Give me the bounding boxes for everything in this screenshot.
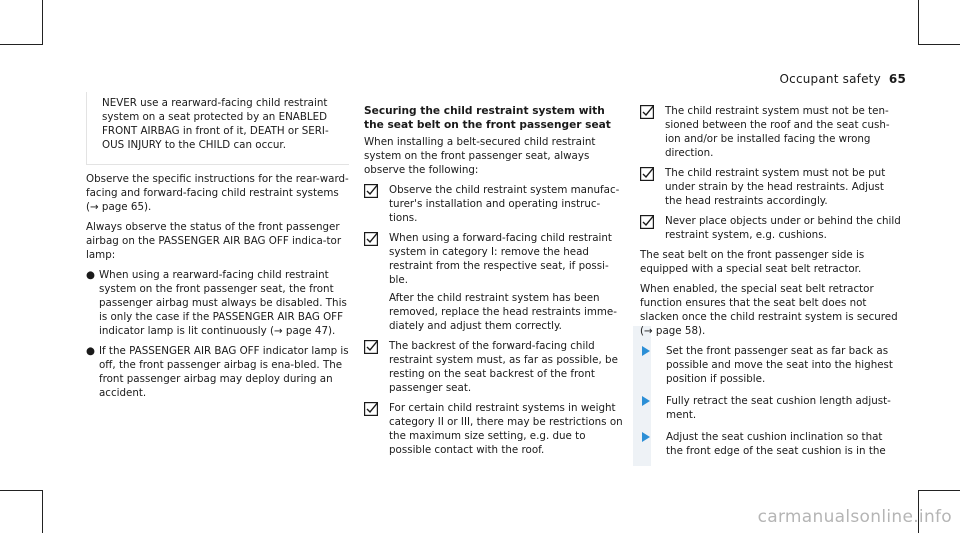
checkbox-icon bbox=[640, 105, 654, 119]
crop-mark bbox=[918, 0, 919, 45]
column-2 bbox=[364, 104, 626, 463]
paragraph: Always observe the status of the front passenger airbag on the PASSENGER AIR BAG OFF indica-tor lamp: bbox=[86, 221, 342, 261]
checklist-item: For certain child restraint systems in weight category II or III, there may be restrictions on the maximum size setting, e.g. due to possible contact with the roof. bbox=[364, 401, 626, 457]
column-1 bbox=[86, 172, 350, 406]
bullet-icon: ● bbox=[86, 269, 95, 281]
crop-mark bbox=[0, 44, 43, 45]
step-arrow-icon bbox=[642, 396, 650, 406]
checkbox-icon bbox=[364, 184, 378, 198]
paragraph: Observe the specific instructions for the rear-ward-facing and forward-facing child restraint systems (→ page 65). bbox=[86, 173, 349, 213]
step-arrow-icon bbox=[642, 432, 650, 442]
checkbox-icon bbox=[364, 340, 378, 354]
page-number: 65 bbox=[888, 72, 906, 86]
checkbox-icon bbox=[640, 215, 654, 229]
crop-mark bbox=[918, 44, 960, 45]
bullet-icon: ● bbox=[86, 345, 95, 357]
step-item: Set the front passenger seat as far back as possible and move the seat into the highest position if possible. bbox=[640, 344, 902, 386]
page-header bbox=[780, 72, 906, 86]
notice-text: NEVER use a rearward-facing child restraint system on a seat protected by an ENABLED FRONT AIRBAG in front of it, DEATH or SERI-OUS INJURY to the CHILD can occur. bbox=[102, 97, 329, 151]
paragraph: When enabled, the special seat belt retractor function ensures that the seat belt does not slacken once the child restraint system is secured (→ page 58). bbox=[640, 283, 898, 337]
paragraph: The seat belt on the front passenger side is equipped with a special seat belt retractor. bbox=[640, 249, 865, 275]
crop-mark bbox=[42, 0, 43, 45]
column-3 bbox=[640, 104, 902, 466]
checkbox-icon bbox=[364, 232, 378, 246]
crop-mark bbox=[42, 490, 43, 533]
crop-mark bbox=[918, 490, 960, 491]
checkbox-icon bbox=[640, 167, 654, 181]
step-item: Adjust the seat cushion inclination so that the front edge of the seat cushion is in the bbox=[640, 430, 902, 458]
list-item: ● If the PASSENGER AIR BAG OFF indicator lamp is off, the front passenger airbag is ena-bled. The front passenger airbag may deploy during an accident. bbox=[86, 345, 349, 399]
checklist-item: Observe the child restraint system manufac-turer's installation and operating instruc-tions. bbox=[364, 183, 626, 225]
list-item: ● When using a rearward-facing child restraint system on the front passenger seat, the front passenger airbag must always be disabled. This is only the case if the PASSENGER AIR BAG OFF indicator lamp is lit continuously (→ page 47). bbox=[86, 269, 347, 337]
section-title: Occupant safety bbox=[779, 72, 881, 86]
paragraph: When installing a belt-secured child restraint system on the front passenger seat, always observe the following: bbox=[364, 136, 596, 176]
checkbox-icon bbox=[364, 402, 378, 416]
checklist-item: Never place objects under or behind the child restraint system, e.g. cushions. bbox=[640, 214, 902, 242]
step-arrow-icon bbox=[642, 346, 650, 356]
checklist-item: The child restraint system must not be ten-sioned between the roof and the seat cush-ion and/or be installed facing the wrong direction. bbox=[640, 104, 902, 160]
checklist-item: When using a forward-facing child restraint system in category I: remove the head restraint from the respective seat, if possi-ble. After the child restraint system has been removed, replace the head restraints imme-diately and adjust them correctly. bbox=[364, 231, 626, 333]
checklist-item: The backrest of the forward-facing child restraint system must, as far as possible, be resting on the seat backrest of the front passenger seat. bbox=[364, 339, 626, 395]
section-heading: Securing the child restraint system with the seat belt on the front passenger seat bbox=[364, 105, 611, 131]
crop-mark bbox=[0, 490, 43, 491]
watermark: carmanualsonline.info bbox=[757, 507, 952, 527]
checklist-item: The child restraint system must not be put under strain by the head restraints. Adjust the head restraints accordingly. bbox=[640, 166, 902, 208]
step-item: Fully retract the seat cushion length adjust-ment. bbox=[640, 394, 902, 422]
